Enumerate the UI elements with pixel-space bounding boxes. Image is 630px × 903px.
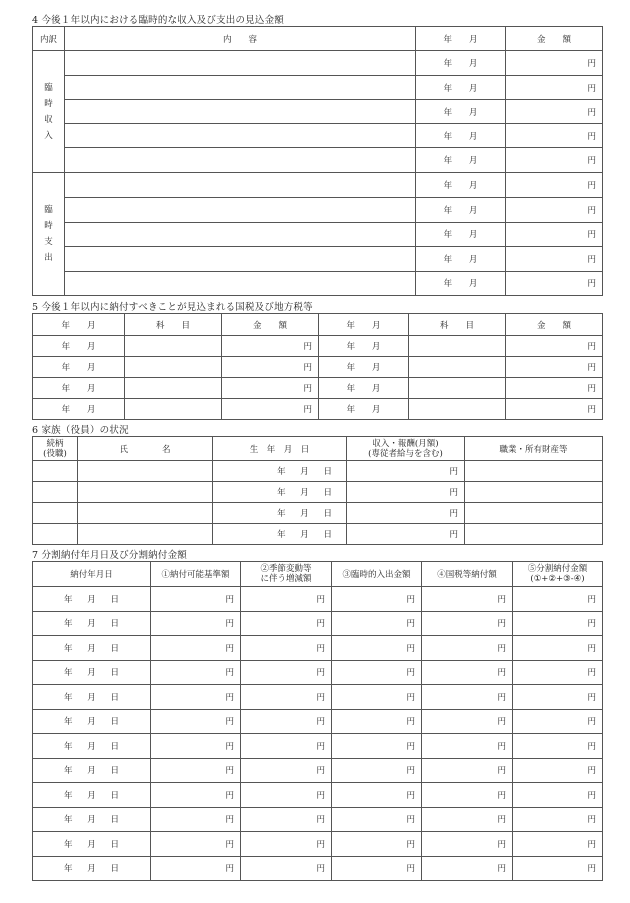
seasonal-change-cell[interactable]: 円 — [241, 734, 332, 759]
base-amount-cell[interactable]: 円 — [151, 636, 241, 661]
content-cell[interactable] — [65, 197, 416, 222]
tax-payment-cell[interactable]: 円 — [422, 783, 513, 808]
installment-amount-cell[interactable]: 円 — [513, 856, 603, 881]
installment-amount-cell[interactable]: 円 — [513, 660, 603, 685]
ym-cell[interactable]: 年 月 — [33, 357, 125, 378]
ym-cell[interactable]: 年 月 — [33, 336, 125, 357]
content-cell[interactable] — [65, 271, 416, 295]
tax-payment-cell[interactable]: 円 — [422, 807, 513, 832]
content-cell[interactable] — [65, 51, 416, 76]
amount-cell[interactable]: 円 — [222, 357, 319, 378]
header-relation: 続柄 (役職) — [33, 437, 78, 461]
payment-date-cell[interactable]: 年 月 日 — [33, 832, 151, 857]
seasonal-change-cell[interactable]: 円 — [241, 660, 332, 685]
payment-date-cell[interactable]: 年 月 日 — [33, 734, 151, 759]
header-name: 氏 名 — [78, 437, 213, 461]
base-amount-cell[interactable]: 円 — [151, 611, 241, 636]
installment-amount-cell[interactable]: 円 — [513, 636, 603, 661]
ym-cell[interactable]: 年 月 — [416, 173, 506, 197]
section-4-title: 4 今後１年以内における臨時的な収入及び支出の見込金額 — [32, 15, 284, 26]
payment-date-cell[interactable]: 年 月 日 — [33, 611, 151, 636]
header-amount-1: 金 額 — [222, 314, 319, 336]
installment-amount-cell[interactable]: 円 — [513, 709, 603, 734]
base-amount-cell[interactable]: 円 — [151, 709, 241, 734]
birthdate-cell[interactable]: 年 月 日 — [213, 524, 347, 545]
installment-amount-cell[interactable]: 円 — [513, 685, 603, 710]
ym-cell[interactable]: 年 月 — [416, 197, 506, 222]
amount-cell[interactable]: 円 — [506, 148, 603, 173]
seasonal-change-cell[interactable]: 円 — [241, 856, 332, 881]
header-item-1: 科 目 — [125, 314, 222, 336]
tax-payment-cell[interactable]: 円 — [422, 685, 513, 710]
tax-payment-cell[interactable]: 円 — [422, 587, 513, 612]
installment-amount-cell[interactable]: 円 — [513, 611, 603, 636]
base-amount-cell[interactable]: 円 — [151, 856, 241, 881]
base-amount-cell[interactable]: 円 — [151, 832, 241, 857]
item-cell[interactable] — [409, 399, 506, 420]
ym-cell[interactable]: 年 月 — [319, 378, 409, 399]
content-cell[interactable] — [65, 76, 416, 100]
ym-cell[interactable]: 年 月 — [416, 222, 506, 246]
ym-cell[interactable]: 年 月 — [416, 246, 506, 271]
income-cell[interactable]: 円 — [347, 503, 465, 524]
content-cell[interactable] — [65, 222, 416, 246]
payment-date-cell[interactable]: 年 月 日 — [33, 758, 151, 783]
base-amount-cell[interactable]: 円 — [151, 758, 241, 783]
header-kind: 内訳 — [33, 27, 65, 51]
amount-cell[interactable]: 円 — [222, 399, 319, 420]
installment-amount-cell[interactable]: 円 — [513, 587, 603, 612]
item-cell[interactable] — [125, 336, 222, 357]
seasonal-change-cell[interactable]: 円 — [241, 807, 332, 832]
ym-cell[interactable]: 年 月 — [416, 124, 506, 148]
amount-cell[interactable]: 円 — [506, 197, 603, 222]
relation-cell[interactable] — [33, 503, 78, 524]
amount-cell[interactable]: 円 — [506, 378, 603, 399]
installment-amount-cell[interactable]: 円 — [513, 832, 603, 857]
ym-cell[interactable]: 年 月 — [319, 399, 409, 420]
item-cell[interactable] — [125, 378, 222, 399]
base-amount-cell[interactable]: 円 — [151, 734, 241, 759]
item-cell[interactable] — [409, 357, 506, 378]
payment-date-cell[interactable]: 年 月 日 — [33, 709, 151, 734]
relation-cell[interactable] — [33, 524, 78, 545]
job-cell[interactable] — [465, 503, 603, 524]
amount-cell[interactable]: 円 — [222, 378, 319, 399]
ym-cell[interactable]: 年 月 — [416, 148, 506, 173]
ym-cell[interactable]: 年 月 — [319, 357, 409, 378]
name-cell[interactable] — [78, 461, 213, 482]
base-amount-cell[interactable]: 円 — [151, 807, 241, 832]
item-cell[interactable] — [125, 357, 222, 378]
ym-cell[interactable]: 年 月 — [416, 271, 506, 295]
installment-amount-cell[interactable]: 円 — [513, 783, 603, 808]
tax-payment-cell[interactable]: 円 — [422, 856, 513, 881]
tax-payment-cell[interactable]: 円 — [422, 611, 513, 636]
header-payment-date: 納付年月日 — [33, 562, 151, 587]
header-content: 内 容 — [65, 27, 416, 51]
content-cell[interactable] — [65, 100, 416, 124]
amount-cell[interactable]: 円 — [506, 357, 603, 378]
ym-cell[interactable]: 年 月 — [416, 51, 506, 76]
base-amount-cell[interactable]: 円 — [151, 783, 241, 808]
header-income: 収入・報酬(月額) (専従者給与を含む) — [347, 437, 465, 461]
payment-date-cell[interactable]: 年 月 日 — [33, 807, 151, 832]
amount-cell[interactable]: 円 — [506, 399, 603, 420]
header-seasonal-change: ②季節変動等 に伴う増減額 — [241, 562, 332, 587]
seasonal-change-cell[interactable]: 円 — [241, 832, 332, 857]
amount-cell[interactable]: 円 — [506, 51, 603, 76]
expense-label: 臨 時 支 出 — [33, 173, 65, 296]
temporary-inout-cell[interactable]: 円 — [332, 758, 422, 783]
header-ym-2: 年 月 — [319, 314, 409, 336]
header-temporary-inout: ③臨時的入出金額 — [332, 562, 422, 587]
content-cell[interactable] — [65, 148, 416, 173]
payment-date-cell[interactable]: 年 月 日 — [33, 587, 151, 612]
seasonal-change-cell[interactable]: 円 — [241, 587, 332, 612]
header-tax-payment: ④国税等納付額 — [422, 562, 513, 587]
relation-cell[interactable] — [33, 482, 78, 503]
tax-payment-cell[interactable]: 円 — [422, 709, 513, 734]
job-cell[interactable] — [465, 461, 603, 482]
section-5-table — [32, 313, 603, 420]
installment-amount-cell[interactable]: 円 — [513, 807, 603, 832]
seasonal-change-cell[interactable]: 円 — [241, 758, 332, 783]
payment-date-cell[interactable]: 年 月 日 — [33, 685, 151, 710]
payment-date-cell[interactable]: 年 月 日 — [33, 783, 151, 808]
header-amount-2: 金 額 — [506, 314, 603, 336]
amount-cell[interactable]: 円 — [506, 100, 603, 124]
base-amount-cell[interactable]: 円 — [151, 685, 241, 710]
amount-cell[interactable]: 円 — [506, 76, 603, 100]
name-cell[interactable] — [78, 482, 213, 503]
section-5-title: 5 今後１年以内に納付すべきことが見込まれる国税及び地方税等 — [32, 302, 313, 313]
temporary-inout-cell[interactable]: 円 — [332, 587, 422, 612]
seasonal-change-cell[interactable]: 円 — [241, 783, 332, 808]
tax-payment-cell[interactable]: 円 — [422, 734, 513, 759]
tax-payment-cell[interactable]: 円 — [422, 758, 513, 783]
content-cell[interactable] — [65, 124, 416, 148]
payment-date-cell[interactable]: 年 月 日 — [33, 660, 151, 685]
job-cell[interactable] — [465, 482, 603, 503]
installment-amount-cell[interactable]: 円 — [513, 734, 603, 759]
temporary-inout-cell[interactable]: 円 — [332, 709, 422, 734]
ym-cell[interactable]: 年 月 — [416, 100, 506, 124]
income-cell[interactable]: 円 — [347, 524, 465, 545]
ym-cell[interactable]: 年 月 — [319, 336, 409, 357]
seasonal-change-cell[interactable]: 円 — [241, 611, 332, 636]
tax-payment-cell[interactable]: 円 — [422, 636, 513, 661]
amount-cell[interactable]: 円 — [506, 124, 603, 148]
payment-date-cell[interactable]: 年 月 日 — [33, 856, 151, 881]
item-cell[interactable] — [409, 336, 506, 357]
relation-cell[interactable] — [33, 461, 78, 482]
seasonal-change-cell[interactable]: 円 — [241, 636, 332, 661]
income-cell[interactable]: 円 — [347, 482, 465, 503]
birthdate-cell[interactable]: 年 月 日 — [213, 461, 347, 482]
section-6-title: 6 家族（役員）の状況 — [32, 425, 129, 436]
income-label: 臨 時 収 入 — [33, 51, 65, 173]
birthdate-cell[interactable]: 年 月 日 — [213, 503, 347, 524]
amount-cell[interactable]: 円 — [506, 271, 603, 295]
temporary-inout-cell[interactable]: 円 — [332, 611, 422, 636]
seasonal-change-cell[interactable]: 円 — [241, 709, 332, 734]
section-6-table — [32, 436, 603, 545]
temporary-inout-cell[interactable]: 円 — [332, 636, 422, 661]
installment-amount-cell[interactable]: 円 — [513, 758, 603, 783]
header-birthdate: 生 年 月 日 — [213, 437, 347, 461]
temporary-inout-cell[interactable]: 円 — [332, 734, 422, 759]
item-cell[interactable] — [409, 378, 506, 399]
section-4-table — [32, 26, 603, 296]
amount-cell[interactable]: 円 — [506, 336, 603, 357]
base-amount-cell[interactable]: 円 — [151, 587, 241, 612]
temporary-inout-cell[interactable]: 円 — [332, 856, 422, 881]
item-cell[interactable] — [125, 399, 222, 420]
job-cell[interactable] — [465, 524, 603, 545]
amount-cell[interactable]: 円 — [222, 336, 319, 357]
temporary-inout-cell[interactable]: 円 — [332, 832, 422, 857]
header-job: 職業・所有財産等 — [465, 437, 603, 461]
ym-cell[interactable]: 年 月 — [33, 378, 125, 399]
income-cell[interactable]: 円 — [347, 461, 465, 482]
temporary-inout-cell[interactable]: 円 — [332, 660, 422, 685]
ym-cell[interactable]: 年 月 — [33, 399, 125, 420]
header-amount: 金 額 — [506, 27, 603, 51]
content-cell[interactable] — [65, 246, 416, 271]
name-cell[interactable] — [78, 503, 213, 524]
header-base-amount: ①納付可能基準額 — [151, 562, 241, 587]
ym-cell[interactable]: 年 月 — [416, 76, 506, 100]
section-7-title: 7 分割納付年月日及び分割納付金額 — [32, 550, 187, 561]
seasonal-change-cell[interactable]: 円 — [241, 685, 332, 710]
header-ym-1: 年 月 — [33, 314, 125, 336]
header-item-2: 科 目 — [409, 314, 506, 336]
amount-cell[interactable]: 円 — [506, 173, 603, 197]
birthdate-cell[interactable]: 年 月 日 — [213, 482, 347, 503]
header-installment-amount: ⑤分割納付金額 (①+②+③-④) — [513, 562, 603, 587]
section-7-table — [32, 561, 603, 881]
base-amount-cell[interactable]: 円 — [151, 660, 241, 685]
temporary-inout-cell[interactable]: 円 — [332, 685, 422, 710]
temporary-inout-cell[interactable]: 円 — [332, 783, 422, 808]
amount-cell[interactable]: 円 — [506, 222, 603, 246]
name-cell[interactable] — [78, 524, 213, 545]
amount-cell[interactable]: 円 — [506, 246, 603, 271]
header-ym: 年 月 — [416, 27, 506, 51]
tax-payment-cell[interactable]: 円 — [422, 660, 513, 685]
tax-payment-cell[interactable]: 円 — [422, 832, 513, 857]
temporary-inout-cell[interactable]: 円 — [332, 807, 422, 832]
content-cell[interactable] — [65, 173, 416, 197]
payment-date-cell[interactable]: 年 月 日 — [33, 636, 151, 661]
